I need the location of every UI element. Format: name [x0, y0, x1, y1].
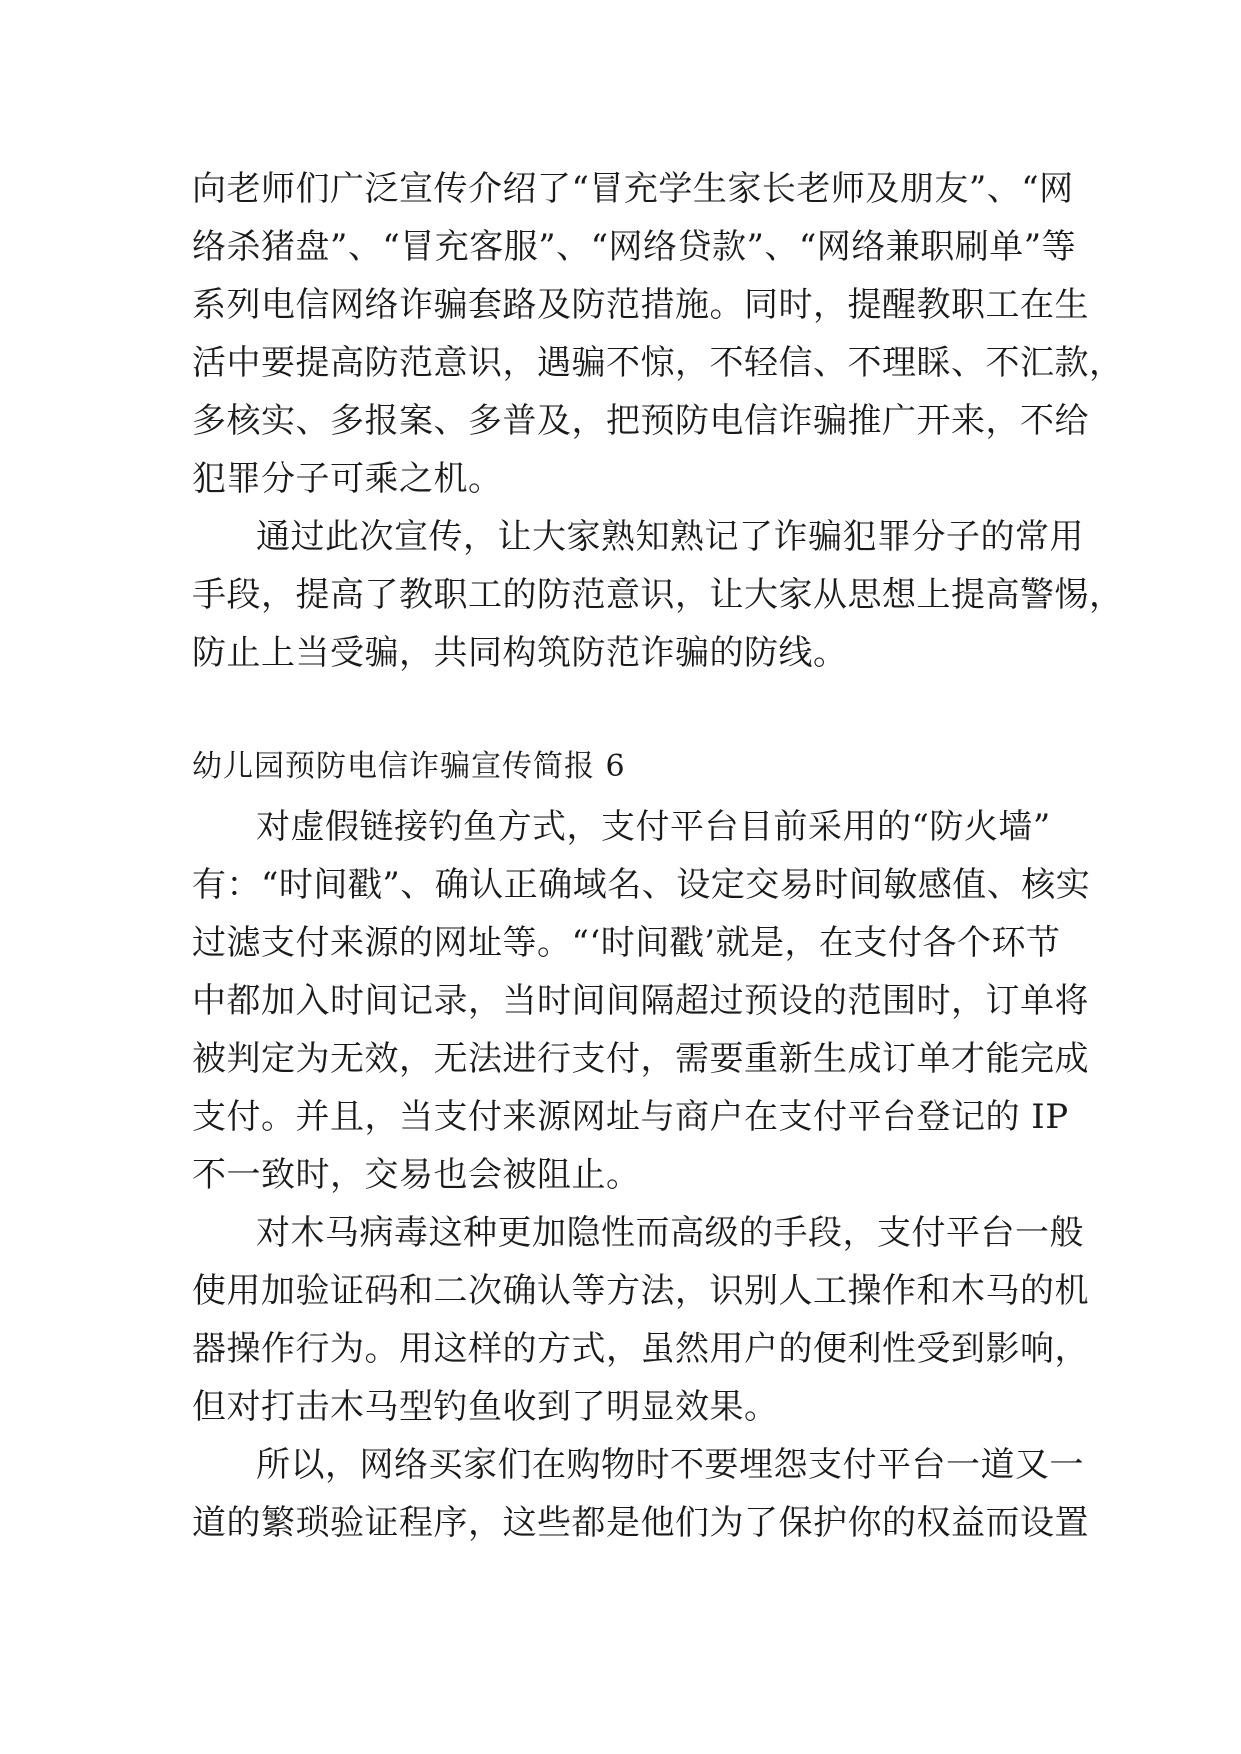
- paragraph-1-line: 系列电信网络诈骗套路及防范措施。同时，提醒教职工在生: [192, 285, 1089, 325]
- paragraph-4-line: 器操作行为。用这样的方式，虽然用户的便利性受到影响，: [192, 1329, 1089, 1369]
- paragraph-2-line: 通过此次宣传，让大家熟知熟记了诈骗犯罪分子的常用: [256, 517, 1084, 557]
- paragraph-3-line: 中都加入时间记录，当时间间隔超过预设的范围时，订单将: [192, 981, 1089, 1021]
- paragraph-1-line: 多核实、多报案、多普及，把预防电信诈骗推广开来，不给: [192, 401, 1089, 441]
- paragraph-4-line: 对木马病毒这种更加隐性而高级的手段，支付平台一般: [256, 1213, 1084, 1253]
- paragraph-1-line: 活中要提高防范意识，遇骗不惊，不轻信、不理睬、不汇款，: [192, 343, 1124, 383]
- paragraph-1-line: 犯罪分子可乘之机。: [192, 459, 503, 499]
- paragraph-4-line: 使用加验证码和二次确认等方法，识别人工操作和木马的机: [192, 1271, 1089, 1311]
- paragraph-4: [192, 1204, 1089, 1436]
- paragraph-3-line: 支付。并且，当支付来源网址与商户在支付平台登记的 IP: [192, 1097, 1069, 1137]
- paragraph-3-line: 被判定为无效，无法进行支付，需要重新生成订单才能完成: [192, 1039, 1089, 1079]
- paragraph-5: [192, 1436, 1089, 1552]
- paragraph-3-line: 过滤支付来源的网址等。“‘时间戳’就是，在支付各个环节: [192, 923, 1061, 963]
- paragraph-1-line: 络杀猪盘”、“冒充客服”、“网络贷款”、“网络兼职刷单”等: [192, 227, 1077, 267]
- paragraph-2: [192, 508, 1124, 682]
- paragraph-2-line: 防止上当受骗，共同构筑防范诈骗的防线。: [192, 633, 848, 673]
- paragraph-3-line: 对虚假链接钓鱼方式，支付平台目前采用的“防火墙”: [256, 807, 1051, 847]
- paragraph-4-line: 但对打击木马型钓鱼收到了明显效果。: [192, 1387, 779, 1427]
- paragraph-3-line: 不一致时，交易也会被阻止。: [192, 1155, 641, 1195]
- paragraph-3: [192, 798, 1091, 1204]
- paragraph-2-line: 手段，提高了教职工的防范意识，让大家从思想上提高警惕，: [192, 575, 1124, 615]
- section-heading: 幼儿园预防电信诈骗宣传简报 6: [192, 749, 626, 784]
- paragraph-1: [192, 160, 1124, 508]
- paragraph-1-line: 向老师们广泛宣传介绍了“冒充学生家长老师及朋友”、“网: [192, 169, 1074, 209]
- paragraph-5-line: 所以，网络买家们在购物时不要埋怨支付平台一道又一: [256, 1445, 1084, 1485]
- paragraph-5-line: 道的繁琐验证程序，这些都是他们为了保护你的权益而设置: [192, 1503, 1089, 1543]
- section-heading-block: [192, 738, 1050, 796]
- paragraph-3-line: 有：“时间戳”、确认正确域名、设定交易时间敏感值、核实: [192, 865, 1091, 905]
